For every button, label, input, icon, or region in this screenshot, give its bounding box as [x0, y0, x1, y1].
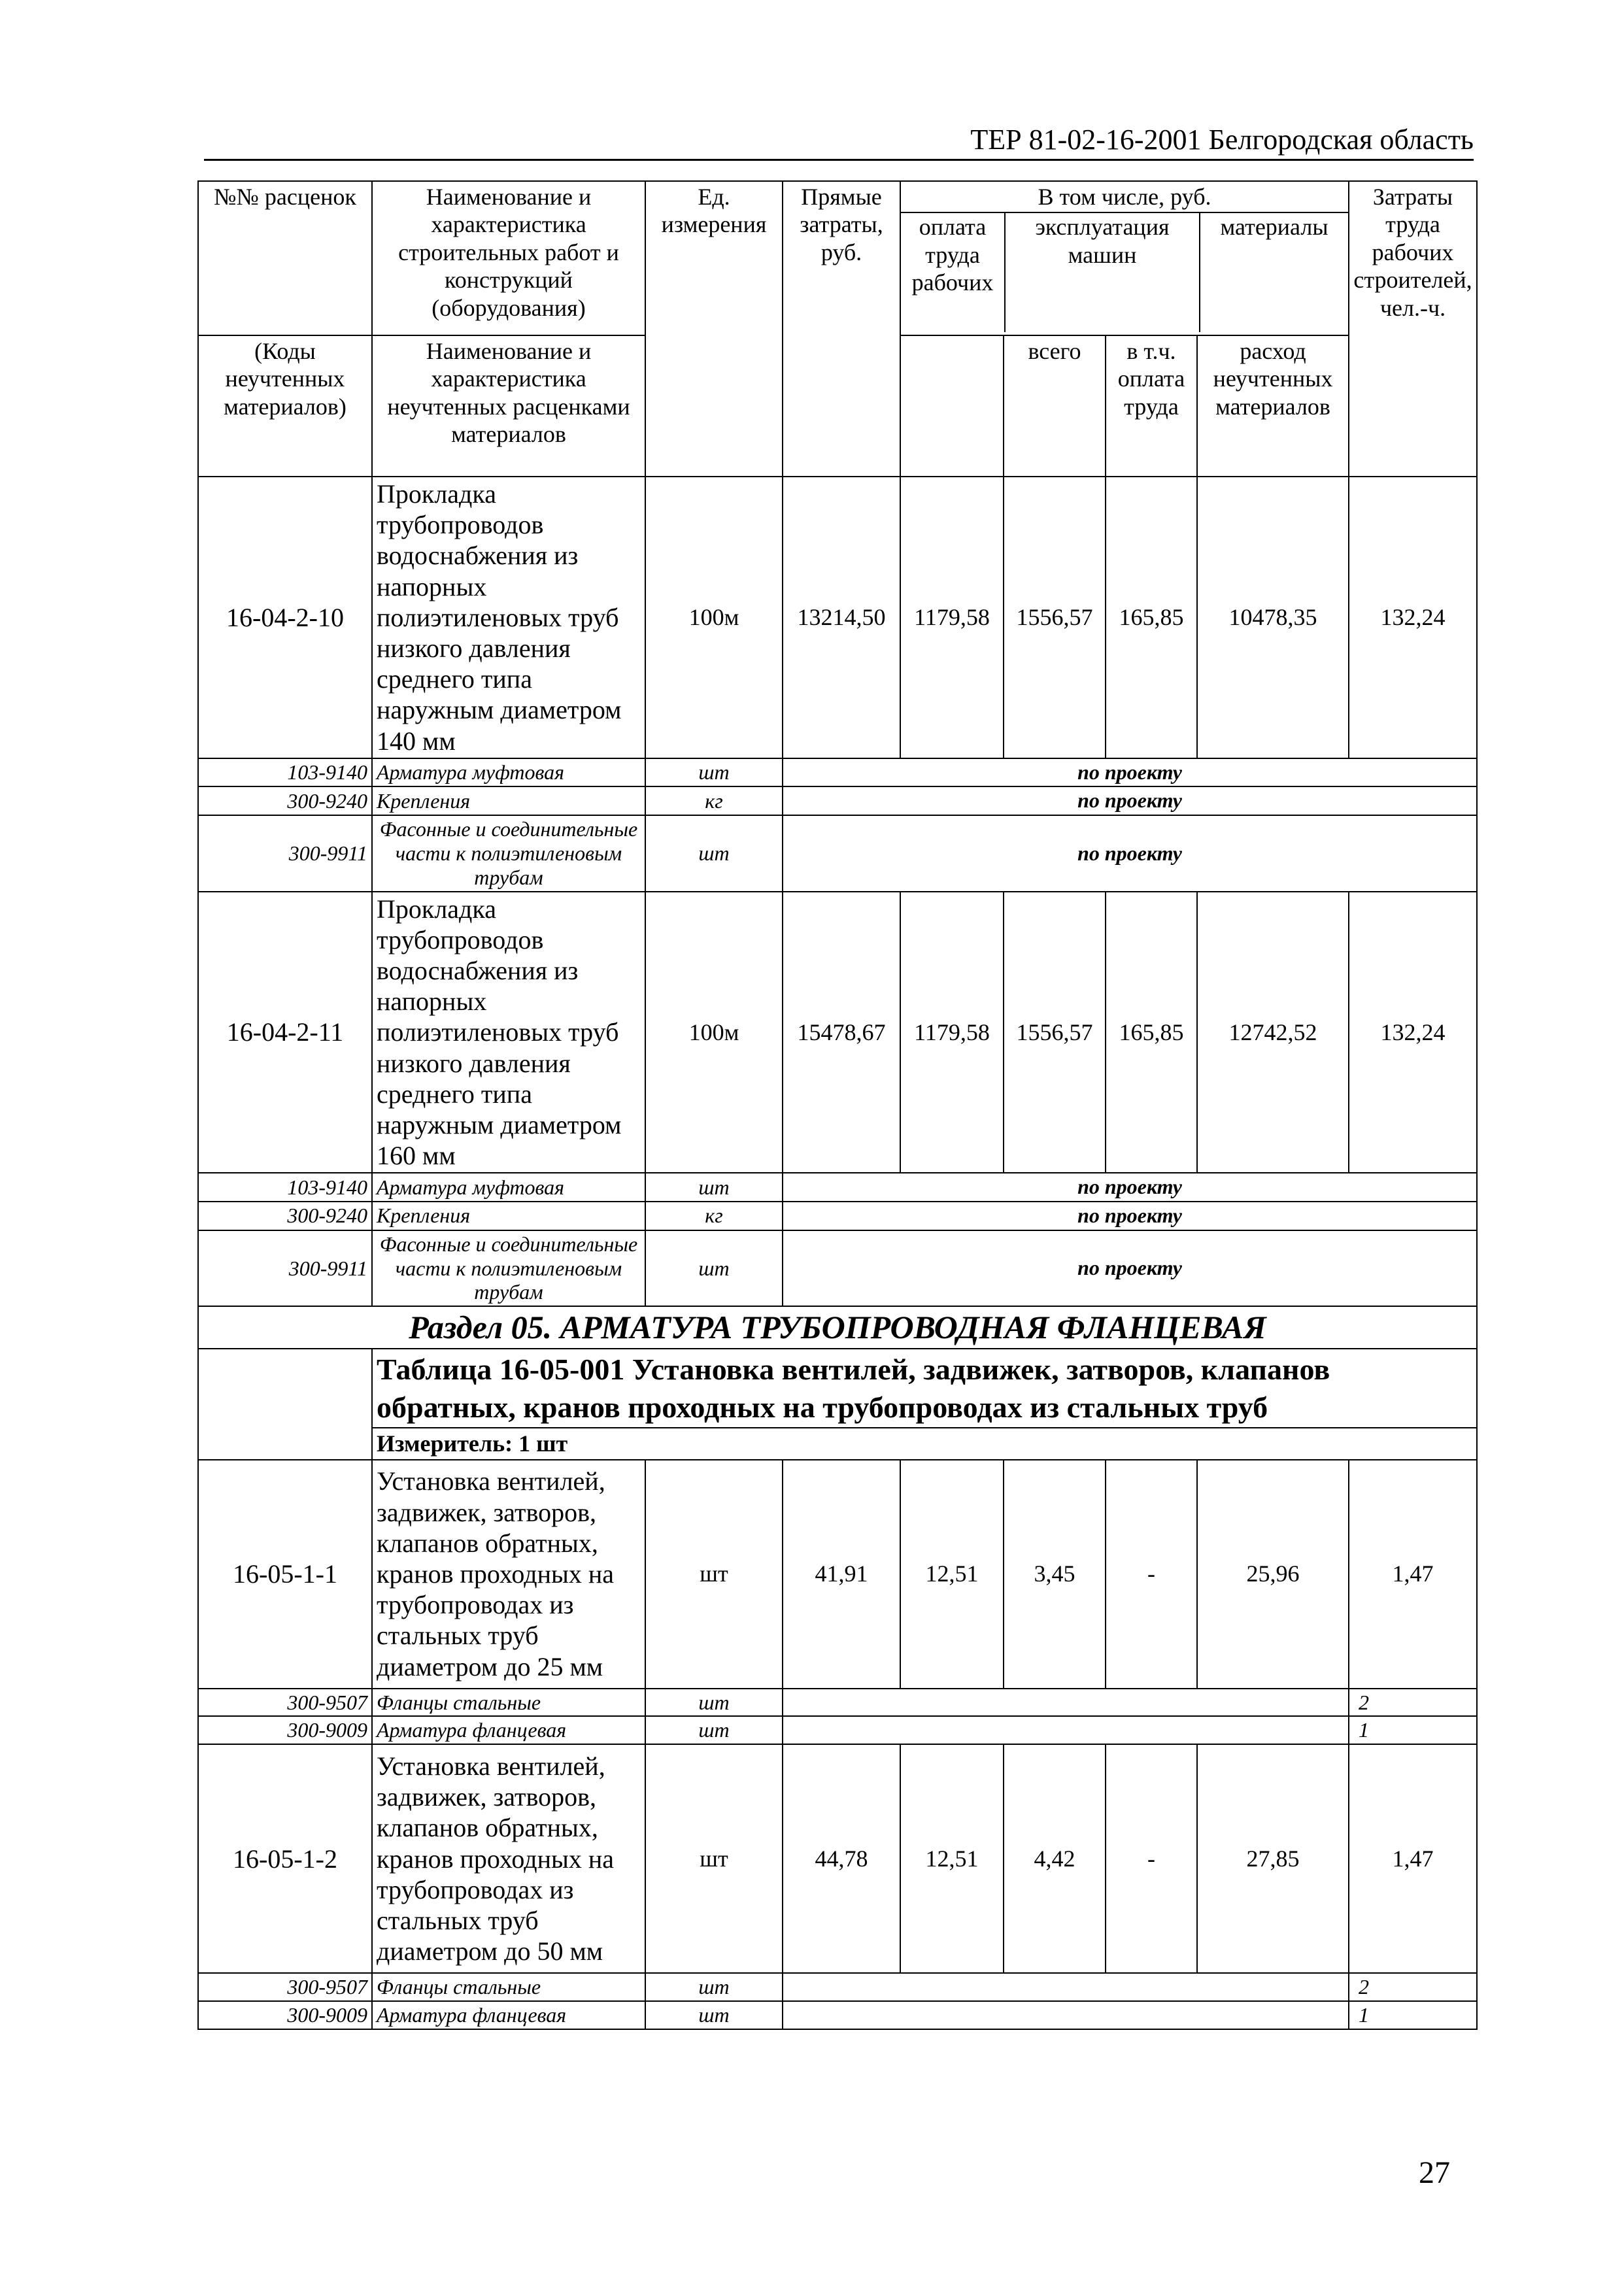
rate-code: 16-04-2-10: [198, 477, 372, 758]
mat-name: Арматура фланцевая: [372, 1716, 645, 1744]
mat-name: Арматура фланцевая: [372, 2001, 645, 2029]
rate-mach: 1556,57: [1004, 477, 1106, 758]
mat-unit: шт: [645, 2001, 783, 2029]
col-incl: [900, 181, 1349, 335]
rate-labor: 1,47: [1349, 1460, 1477, 1689]
mat-value: 1: [1349, 1716, 1477, 1744]
rate-pay: 1179,58: [900, 477, 1004, 758]
section-title: Раздел 05. АРМАТУРА ТРУБОПРОВОДНАЯ ФЛАНЦЕВАЯ: [198, 1306, 1477, 1349]
mat-value: 1: [1349, 2001, 1477, 2029]
material-row: [198, 758, 1477, 787]
meter-label: Измеритель: 1 шт: [372, 1428, 1477, 1459]
table-row: [198, 477, 1477, 758]
mat-unit: шт: [645, 1173, 783, 1202]
table-title-row: [198, 1349, 1477, 1428]
rate-pay: 12,51: [900, 1460, 1004, 1689]
mat-value: 2: [1349, 1689, 1477, 1717]
rate-code: 16-05-1-1: [198, 1460, 372, 1689]
material-row: [198, 1973, 1477, 2001]
mat-name: Арматура муфтовая: [372, 1173, 645, 1202]
mat-code: 103-9140: [198, 1173, 372, 1202]
rate-pay: 12,51: [900, 1744, 1004, 1973]
rate-mach: 4,42: [1004, 1744, 1106, 1973]
rate-name: Прокладка трубопроводов водоснабжения из напорных полиэтиленовых труб низкого давления среднего типа наружным диаметром 160 мм: [372, 892, 645, 1173]
table-title: Таблица 16-05-001 Установка вентилей, задвижек, затворов, клапанов обратных, кранов проходных на трубопроводах из стальных труб: [372, 1349, 1477, 1428]
col-incl-label: В том числе, руб.: [901, 182, 1348, 213]
mat-code: 300-9009: [198, 2001, 372, 2029]
rate-direct: 41,91: [783, 1460, 900, 1689]
rate-mat: 12742,52: [1197, 892, 1349, 1173]
material-row: [198, 1173, 1477, 1202]
mat-code: 300-9240: [198, 786, 372, 815]
mat-unit: шт: [645, 1230, 783, 1306]
rate-mach-pay: 165,85: [1106, 892, 1197, 1173]
col-code2: (Коды неучтенных материалов): [198, 335, 372, 477]
mat-value: по проекту: [783, 1202, 1477, 1230]
col-m-pay: в т.ч. оплата труда: [1106, 335, 1197, 477]
col-labor-pay: оплата труда рабочих: [901, 213, 1006, 332]
rate-unit: шт: [645, 1460, 783, 1689]
rate-unit: шт: [645, 1744, 783, 1973]
mat-unit: кг: [645, 786, 783, 815]
material-row: [198, 1689, 1477, 1717]
col-materials: материалы: [1220, 214, 1328, 241]
mat-value: по проекту: [783, 758, 1477, 787]
material-row: [198, 1230, 1477, 1306]
table-row: [198, 892, 1477, 1173]
mat-name: Арматура муфтовая: [372, 758, 645, 787]
rate-name: Установка вентилей, задвижек, затворов, клапанов обратных, кранов проходных на трубопроводах из стальных труб диаметром до 50 мм: [372, 1744, 645, 1973]
col-machines: эксплуатация машин: [1006, 213, 1200, 332]
table-row: [198, 1460, 1477, 1689]
rate-mach: 1556,57: [1004, 892, 1106, 1173]
col-incl-sub: [901, 213, 1348, 332]
rate-name: Прокладка трубопроводов водоснабжения из напорных полиэтиленовых труб низкого давления среднего типа наружным диаметром 140 мм: [372, 477, 645, 758]
rate-mat: 25,96: [1197, 1460, 1349, 1689]
mat-code: 300-9911: [198, 1230, 372, 1306]
section-row: [198, 1306, 1477, 1349]
mat-name: Крепления: [372, 786, 645, 815]
mat-code: 300-9009: [198, 1716, 372, 1744]
rates-table: [197, 180, 1478, 2030]
col-code: №№ расценок: [198, 181, 372, 335]
header-row-1: [198, 181, 1477, 335]
mat-code: 300-9911: [198, 815, 372, 891]
col-direct: Прямые затраты, руб.: [783, 181, 900, 477]
col-name: Наименование и характеристика строительных работ и конструкций (оборудования): [372, 181, 645, 335]
mat-name: Крепления: [372, 1202, 645, 1230]
mat-value: по проекту: [783, 1230, 1477, 1306]
col-name2: Наименование и характеристика неучтенных расценками материалов: [372, 335, 645, 477]
col-unit: Ед. измерения: [645, 181, 783, 477]
mat-code: 103-9140: [198, 758, 372, 787]
rate-direct: 44,78: [783, 1744, 900, 1973]
page-header: ТЕР 81-02-16-2001 Белгородская область: [204, 123, 1474, 161]
rate-mat: 10478,35: [1197, 477, 1349, 758]
mat-unit: шт: [645, 1716, 783, 1744]
rate-pay: 1179,58: [900, 892, 1004, 1173]
mat-unit: шт: [645, 1689, 783, 1717]
rate-labor: 1,47: [1349, 1744, 1477, 1973]
mat-name: Фасонные и соединительные части к полиэтиленовым трубам: [372, 815, 645, 891]
mat-unit: шт: [645, 758, 783, 787]
mat-value: 2: [1349, 1973, 1477, 2001]
rate-unit: 100м: [645, 892, 783, 1173]
mat-unit: шт: [645, 815, 783, 891]
mat-unit: кг: [645, 1202, 783, 1230]
mat-value: по проекту: [783, 815, 1477, 891]
mat-name: Фланцы стальные: [372, 1973, 645, 2001]
rate-code: 16-04-2-11: [198, 892, 372, 1173]
rate-direct: 13214,50: [783, 477, 900, 758]
mat-code: 300-9507: [198, 1973, 372, 2001]
material-row: [198, 2001, 1477, 2029]
material-row: [198, 815, 1477, 891]
col-m-total: всего: [1004, 335, 1106, 477]
meter-row: [198, 1428, 1477, 1459]
page-number: 27: [1419, 2155, 1450, 2190]
rate-mach-pay: -: [1106, 1744, 1197, 1973]
rate-mach-pay: -: [1106, 1460, 1197, 1689]
material-row: [198, 786, 1477, 815]
material-row: [198, 1716, 1477, 1744]
material-row: [198, 1202, 1477, 1230]
rate-labor: 132,24: [1349, 892, 1477, 1173]
mat-name: Фасонные и соединительные части к полиэтиленовым трубам: [372, 1230, 645, 1306]
mat-code: 300-9240: [198, 1202, 372, 1230]
mat-code: 300-9507: [198, 1689, 372, 1717]
rate-code: 16-05-1-2: [198, 1744, 372, 1973]
col-mat-use: расход неучтенных материалов: [1197, 335, 1349, 477]
table-row: [198, 1744, 1477, 1973]
mat-name: Фланцы стальные: [372, 1689, 645, 1717]
rate-direct: 15478,67: [783, 892, 900, 1173]
rate-mach-pay: 165,85: [1106, 477, 1197, 758]
rate-unit: 100м: [645, 477, 783, 758]
mat-value: по проекту: [783, 786, 1477, 815]
rate-mat: 27,85: [1197, 1744, 1349, 1973]
mat-unit: шт: [645, 1973, 783, 2001]
mat-value: по проекту: [783, 1173, 1477, 1202]
rate-labor: 132,24: [1349, 477, 1477, 758]
rate-name: Установка вентилей, задвижек, затворов, клапанов обратных, кранов проходных на трубопроводах из стальных труб диаметром до 25 мм: [372, 1460, 645, 1689]
rate-mach: 3,45: [1004, 1460, 1106, 1689]
col-labor: Затраты труда рабочих строителей, чел.-ч.: [1349, 181, 1477, 477]
